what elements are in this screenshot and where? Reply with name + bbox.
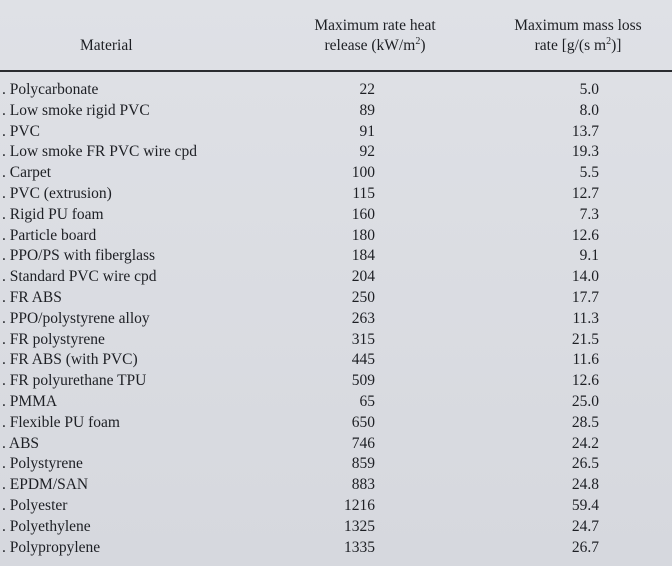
table-body bbox=[0, 80, 672, 558]
heat-release-cell: 115 bbox=[352, 184, 375, 202]
mass-loss-cell: 12.7 bbox=[571, 184, 599, 202]
material-cell: . Polyethylene bbox=[2, 517, 91, 535]
mass-loss-cell: 8.0 bbox=[579, 101, 599, 119]
mass-loss-cell: 25.0 bbox=[571, 392, 599, 410]
mass-loss-cell: 13.7 bbox=[571, 122, 599, 140]
mass-loss-cell: 19.3 bbox=[571, 143, 599, 161]
table-row bbox=[0, 122, 672, 143]
material-cell: . Flexible PU foam bbox=[2, 413, 120, 431]
table-row bbox=[0, 142, 672, 163]
heat-release-cell: 100 bbox=[351, 164, 375, 182]
heat-release-cell: 859 bbox=[351, 455, 375, 473]
material-cell: . ABS bbox=[2, 434, 40, 452]
material-cell: . EPDM/SAN bbox=[2, 476, 89, 494]
table-row bbox=[0, 101, 672, 122]
heat-release-cell: 91 bbox=[359, 122, 375, 140]
table-row bbox=[0, 517, 672, 538]
mass-loss-cell: 12.6 bbox=[571, 372, 599, 390]
material-cell: . FR ABS bbox=[2, 288, 62, 306]
header-heat-line2: release $(kW/m^2)$ bbox=[324, 35, 426, 54]
material-cell: . PMMA bbox=[2, 392, 58, 410]
mass-loss-cell: 26.5 bbox=[571, 455, 599, 473]
material-cell: . Polystyrene bbox=[2, 455, 83, 473]
mass-loss-cell: 21.5 bbox=[571, 330, 599, 348]
heat-release-cell: 1216 bbox=[344, 496, 375, 514]
table-row bbox=[0, 80, 672, 101]
material-cell: . Polycarbonate bbox=[2, 81, 99, 98]
mass-loss-cell: 7.3 bbox=[579, 205, 599, 223]
table-row bbox=[0, 205, 672, 226]
mass-loss-cell: 11.3 bbox=[572, 309, 599, 327]
mass-loss-cell: 24.8 bbox=[571, 476, 599, 494]
material-cell: . PPO/PS with fiberglass bbox=[2, 247, 156, 265]
heat-release-cell: 180 bbox=[351, 226, 375, 244]
material-cell: . Low smoke rigid PVC bbox=[2, 101, 150, 119]
mass-loss-cell: 26.7 bbox=[571, 538, 599, 556]
material-cell: . Particle board bbox=[2, 226, 97, 244]
heat-release-cell: 1325 bbox=[344, 517, 375, 535]
header-rule bbox=[0, 70, 672, 72]
mass-loss-cell: 24.7 bbox=[571, 517, 599, 535]
mass-loss-cell: 14.0 bbox=[571, 268, 599, 286]
header-mass-line2: rate [g/(s $m^2$)] bbox=[534, 35, 622, 54]
heat-release-cell: 650 bbox=[351, 413, 375, 431]
material-cell: . PVC bbox=[2, 122, 40, 140]
table-row bbox=[0, 184, 672, 205]
material-cell: . PPO/polystyrene alloy bbox=[2, 309, 150, 327]
table-header bbox=[0, 0, 672, 70]
table-row bbox=[0, 226, 672, 247]
heat-release-cell: 250 bbox=[351, 288, 375, 306]
mass-loss-cell: 24.2 bbox=[571, 434, 599, 452]
mass-loss-cell: 17.7 bbox=[571, 288, 599, 306]
mass-loss-cell: 11.6 bbox=[572, 351, 599, 369]
material-cell: . Polypropylene bbox=[2, 538, 101, 556]
mass-loss-cell: 5.5 bbox=[579, 164, 599, 182]
table-row bbox=[0, 350, 672, 371]
table-row bbox=[0, 163, 672, 184]
table-row bbox=[0, 371, 672, 392]
heat-release-cell: 160 bbox=[351, 205, 375, 223]
table-row bbox=[0, 475, 672, 496]
table-row bbox=[0, 246, 672, 267]
mass-loss-cell: 59.4 bbox=[571, 496, 599, 514]
heat-release-cell: 315 bbox=[351, 330, 375, 348]
material-cell: . Standard PVC wire cpd bbox=[2, 268, 157, 286]
heat-release-cell: 263 bbox=[351, 309, 375, 327]
heat-release-cell: 746 bbox=[351, 434, 375, 452]
heat-release-cell: 92 bbox=[359, 143, 375, 161]
table-row bbox=[0, 413, 672, 434]
table-row bbox=[0, 392, 672, 413]
table-row bbox=[0, 288, 672, 309]
heat-release-cell: 22 bbox=[359, 81, 375, 98]
material-cell: . Rigid PU foam bbox=[2, 205, 104, 223]
header-mass-loss bbox=[480, 16, 672, 56]
material-cell: . Carpet bbox=[2, 164, 52, 182]
material-cell: . Polyester bbox=[2, 496, 68, 514]
mass-loss-cell: 28.5 bbox=[571, 413, 599, 431]
table-row bbox=[0, 454, 672, 475]
header-heat-line1: Maximum rate heat bbox=[314, 17, 436, 34]
table-row bbox=[0, 538, 672, 559]
table-row bbox=[0, 330, 672, 351]
material-cell: . FR polyurethane TPU bbox=[2, 372, 147, 390]
table-row bbox=[0, 434, 672, 455]
heat-release-cell: 184 bbox=[351, 247, 375, 265]
mass-loss-cell: 12.6 bbox=[571, 226, 599, 244]
material-cell: . PVC (extrusion) bbox=[2, 184, 112, 202]
table-row bbox=[0, 496, 672, 517]
heat-release-cell: 445 bbox=[351, 351, 375, 369]
header-material: Material bbox=[80, 37, 133, 54]
heat-release-cell: 65 bbox=[359, 392, 375, 410]
table-row bbox=[0, 267, 672, 288]
table-row bbox=[0, 309, 672, 330]
material-cell: . FR ABS (with PVC) bbox=[2, 351, 138, 369]
header-mass-line1: Maximum mass loss bbox=[514, 17, 642, 34]
material-cell: . Low smoke FR PVC wire cpd bbox=[2, 143, 198, 161]
heat-release-cell: 1335 bbox=[344, 538, 375, 556]
heat-release-cell: 883 bbox=[351, 476, 375, 494]
mass-loss-cell: 9.1 bbox=[579, 247, 599, 265]
mass-loss-cell: 5.0 bbox=[579, 81, 599, 98]
material-cell: . FR polystyrene bbox=[2, 330, 105, 348]
heat-release-cell: 204 bbox=[351, 268, 375, 286]
header-heat-release bbox=[285, 16, 465, 56]
heat-release-cell: 89 bbox=[359, 101, 375, 119]
heat-release-cell: 509 bbox=[351, 372, 375, 390]
